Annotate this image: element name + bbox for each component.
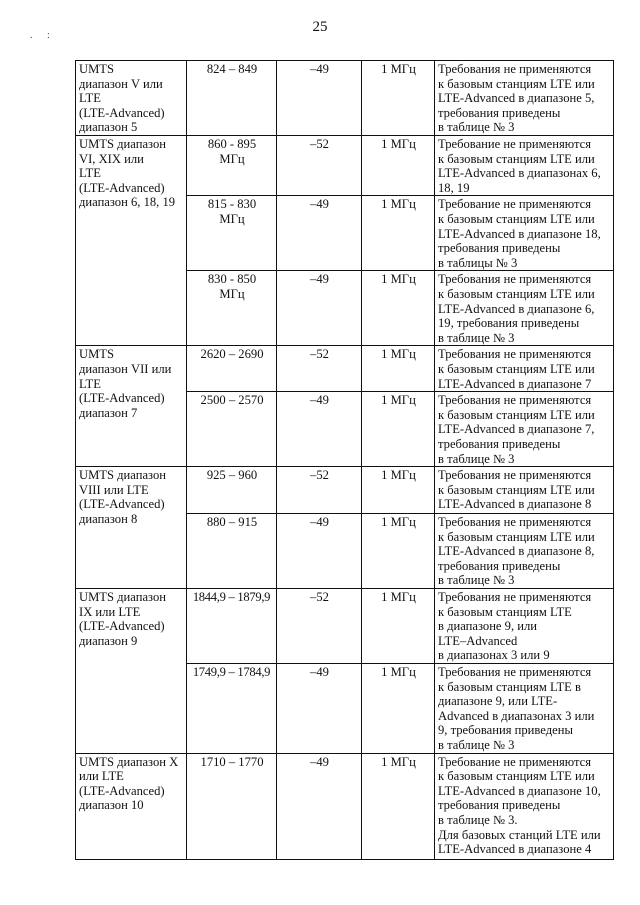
frequency-cell: 1749,9 – 1784,9 bbox=[187, 664, 277, 754]
note-cell: Требование не применяются к базовым станциям LTE или LTE-Advanced в диапазоне 18, требования приведены в таблицы № 3 bbox=[435, 196, 614, 271]
note-cell: Требования не применяются к базовым станциям LTE или LTE-Advanced в диапазоне 8, требования приведены в таблице № 3 bbox=[435, 514, 614, 589]
bandwidth-cell: 1 МГц bbox=[362, 346, 435, 392]
level-cell: –52 bbox=[277, 346, 362, 392]
level-cell: –49 bbox=[277, 196, 362, 271]
note-cell: Требования не применяются к базовым станциям LTE или LTE-Advanced в диапазоне 6, 19, требования приведены в таблице № 3 bbox=[435, 271, 614, 346]
frequency-cell: 815 - 830 МГц bbox=[187, 196, 277, 271]
frequency-cell: 824 – 849 bbox=[187, 61, 277, 136]
level-cell: –52 bbox=[277, 589, 362, 664]
bandwidth-cell: 1 МГц bbox=[362, 514, 435, 589]
bandwidth-cell: 1 МГц bbox=[362, 467, 435, 514]
bandwidth-cell: 1 МГц bbox=[362, 589, 435, 664]
margin-mark: . : bbox=[30, 30, 56, 41]
note-cell: Требования не применяются к базовым станциям LTE или LTE-Advanced в диапазоне 8 bbox=[435, 467, 614, 514]
table-row bbox=[76, 589, 614, 664]
frequency-cell: 880 – 915 bbox=[187, 514, 277, 589]
level-cell: –49 bbox=[277, 271, 362, 346]
level-cell: –49 bbox=[277, 61, 362, 136]
frequency-cell: 925 – 960 bbox=[187, 467, 277, 514]
band-cell: UMTS диапазон VIII или LTE (LTE-Advanced) диапазон 8 bbox=[76, 467, 187, 589]
bandwidth-cell: 1 МГц bbox=[362, 664, 435, 754]
table-row bbox=[76, 467, 614, 514]
level-cell: –52 bbox=[277, 136, 362, 196]
spec-table bbox=[75, 60, 614, 860]
table-row bbox=[76, 346, 614, 392]
frequency-cell: 860 - 895 МГц bbox=[187, 136, 277, 196]
bandwidth-cell: 1 МГц bbox=[362, 392, 435, 467]
band-cell: UMTS диапазон X или LTE (LTE-Advanced) диапазон 10 bbox=[76, 753, 187, 859]
band-cell: UMTS диапазон V или LTE (LTE-Advanced) диапазон 5 bbox=[76, 61, 187, 136]
bandwidth-cell: 1 МГц bbox=[362, 753, 435, 859]
bandwidth-cell: 1 МГц bbox=[362, 61, 435, 136]
level-cell: –49 bbox=[277, 392, 362, 467]
note-cell: Требования не применяются к базовым станциям LTE или LTE-Advanced в диапазоне 7, требования приведены в таблице № 3 bbox=[435, 392, 614, 467]
note-cell: Требование не применяются к базовым станциям LTE или LTE-Advanced в диапазоне 10, требования приведены в таблице № 3. Для базовых станций LTE или LTE-Advanced в диапазоне 4 bbox=[435, 753, 614, 859]
note-cell: Требования не применяются к базовым станциям LTE или LTE-Advanced в диапазоне 5, требования приведены в таблице № 3 bbox=[435, 61, 614, 136]
level-cell: –52 bbox=[277, 467, 362, 514]
bandwidth-cell: 1 МГц bbox=[362, 136, 435, 196]
band-cell: UMTS диапазон VII или LTE (LTE-Advanced) диапазон 7 bbox=[76, 346, 187, 467]
frequency-cell: 2500 – 2570 bbox=[187, 392, 277, 467]
table-row bbox=[76, 61, 614, 136]
table-row bbox=[76, 136, 614, 196]
band-cell: UMTS диапазон VI, XIX или LTE (LTE-Advanced) диапазон 6, 18, 19 bbox=[76, 136, 187, 346]
frequency-cell: 2620 – 2690 bbox=[187, 346, 277, 392]
note-cell: Требование не применяются к базовым станциям LTE или LTE-Advanced в диапазонах 6, 18, 19 bbox=[435, 136, 614, 196]
bandwidth-cell: 1 МГц bbox=[362, 271, 435, 346]
frequency-cell: 830 - 850 МГц bbox=[187, 271, 277, 346]
note-cell: Требования не применяются к базовым станциям LTE или LTE-Advanced в диапазоне 7 bbox=[435, 346, 614, 392]
bandwidth-cell: 1 МГц bbox=[362, 196, 435, 271]
frequency-cell: 1844,9 – 1879,9 bbox=[187, 589, 277, 664]
table-row bbox=[76, 753, 614, 859]
level-cell: –49 bbox=[277, 753, 362, 859]
note-cell: Требования не применяются к базовым станциям LTE в диапазоне 9, или LTE- Advanced в диапазонах 3 или 9, требования приведены в таблице № 3 bbox=[435, 664, 614, 754]
level-cell: –49 bbox=[277, 664, 362, 754]
frequency-cell: 1710 – 1770 bbox=[187, 753, 277, 859]
level-cell: –49 bbox=[277, 514, 362, 589]
note-cell: Требования не применяются к базовым станциям LTE в диапазоне 9, или LTE–Advanced в диапазонах 3 или 9 bbox=[435, 589, 614, 664]
page-number: 25 bbox=[312, 19, 328, 35]
band-cell: UMTS диапазон IX или LTE (LTE-Advanced) диапазон 9 bbox=[76, 589, 187, 754]
